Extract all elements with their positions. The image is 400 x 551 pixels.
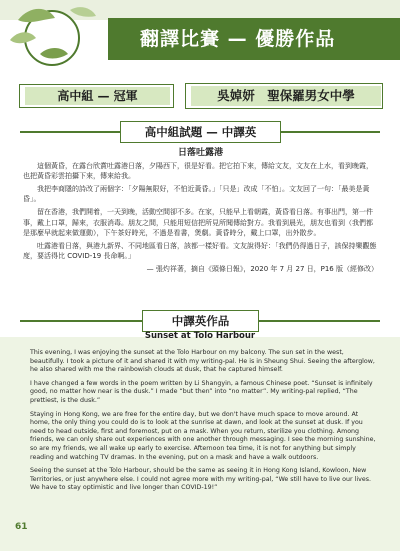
exam-section-heading: 高中組試題 — 中譯英: [144, 125, 257, 139]
translation-body: [30, 349, 376, 498]
winner-name-school: 吳婥妍 聖保羅男女中學: [217, 88, 355, 103]
section-divider-left: [20, 131, 120, 133]
translation-section-heading: 中譯英作品: [171, 314, 230, 328]
passage-paragraph: 這個黃昏，在露台欣賞吐露港日落，夕陽西下，很是好看。把它拍下來，傳給文友，文友在上水，看到晚霞，也把黃昏彩雲拍攝下來，傳來給我。: [23, 162, 373, 181]
passage-title: 日落吐露港: [177, 148, 223, 158]
section-divider-right: [280, 131, 380, 133]
translation-paragraph: Seeing the sunset at the Tolo Harbour, should be the same as seeing it in Hong Kong Island, Kowloon, New Territories, or just anywhere else. I could not agree more with my writing-pal, “We still have to live our lives. We have to stay optimistic and live longer than COVID-19!”: [30, 467, 371, 492]
passage-source: — 張灼祥著，摘自《頭條日報》，2020 年 7 月 27 日，P16 版（經修改）: [146, 264, 378, 273]
passage-paragraph: 我把李商隱的詩改了兩個字：「夕陽無限好，不怕近黃昏。」「只是」改成「不怕」。文友回了一句：「最美是黃昏」。: [23, 185, 370, 204]
translation-title: Sunset at Tolo Harbour: [144, 331, 256, 341]
translation-paragraph: I have changed a few words in the poem written by Li Shangyin, a famous Chinese poet. “Sunset is infinitely good, no matter how near is the dusk.” I made “but then” into “no matter”. My writing-pal replied, “The prettiest, is the dusk.”: [30, 379, 373, 404]
leaf-decoration-icon: [0, 0, 115, 72]
translation-divider-left: [20, 320, 142, 322]
award-category-label: 高中組 — 冠軍: [57, 89, 138, 103]
passage-paragraph: 留在香港，我們開着，一天到晚，活動空間卻不多。在家，只能早上看朝霞，黃昏看日落。有事出門，第一件事，戴上口罩，歸來，衣服消毒。朋友之間，只能用短信把所見所聞傳給對方。我看到晨光，朋友也看到（我們都是那麼早就起來做運動），下午茶好時光，不過是看書，煲劇。黃昏時分，戴上口罩，出外散步。: [23, 208, 373, 237]
exam-passage: [23, 148, 378, 277]
translation-paragraph: Staying in Hong Kong, we are free for the entire day, but we don't have much space to move around. At home, the only thing you could do is to look at the sunrise at dawn, and look at the sunset at dusk. If you need to head outside, first and foremost, put on a mask. When you return, sterilize you clothing. Among friends, we can only share out experiences with one another through messaging. I see the morning sunshine, so are my friends, we all wake up early to exercise. Afternoon tea time, it is not for anything but simply reading and watching TV dramas. In the evening, put on a mask and have a walk outdoors.: [30, 410, 376, 461]
page-title: 翻譯比賽 — 優勝作品: [140, 28, 336, 50]
page-number: 61: [15, 522, 28, 532]
translation-paragraph: This evening, I was enjoying the sunset at the Tolo Harbour on my balcony. The sun set in the west, beautifully. I took a picture of it and shared it with my writing-pal. He is in Sheung Shui. Seeing the afterglow, he also shared with me the rainbowish clouds at dusk, that he captured himself.: [30, 349, 375, 374]
translation-divider-right: [258, 320, 380, 322]
passage-paragraph: 吐露港看日落，與港九新界、不同地區看日落，該都一樣好看。文友說得好：「我們仍得過日子，該保持樂觀態度，要活得比 COVID-19 長命啊。」: [23, 241, 377, 260]
